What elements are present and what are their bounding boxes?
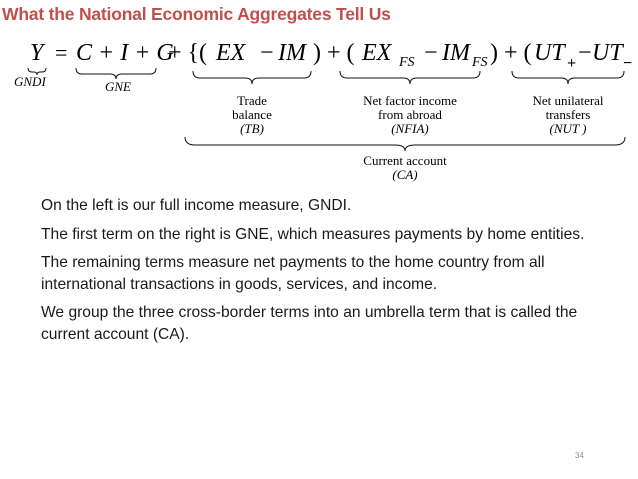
paragraph-4: We group the three cross-border terms into an umbrella term that is called the current account (CA). — [41, 304, 578, 343]
slide-number: 34 — [575, 451, 584, 460]
close-plus-open-2: ) + ( — [490, 40, 532, 66]
im-term: IM — [278, 40, 306, 66]
nut-line2: transfers — [545, 107, 591, 122]
im-fs-term: IM — [442, 40, 470, 66]
equals-sign: = — [55, 40, 68, 65]
ut-plus-subscript: + — [567, 55, 577, 72]
tb-line1: Trade — [237, 93, 267, 108]
paragraph-2: The first term on the right is GNE, which measures payments by home entities. — [41, 225, 585, 243]
nfia-line3: (NFIA) — [391, 121, 429, 136]
equation — [0, 30, 638, 190]
minus-sign-3: − — [578, 40, 592, 66]
underbrace-ca — [185, 137, 625, 151]
ut-minus-subscript: − — [623, 55, 633, 72]
im-fs-subscript: FS — [472, 55, 488, 70]
gne-expression: C + I + G — [76, 40, 174, 66]
paragraph-1: On the left is our full income measure, GNDI. — [41, 197, 352, 214]
open-brace-paren: + {( — [168, 40, 208, 66]
close-plus-open: ) + ( — [313, 40, 355, 66]
lhs-symbol: Y — [30, 40, 44, 66]
nfia-line1: Net factor income — [363, 93, 457, 108]
paragraph-3: The remaining terms measure net payments to the home country from all international transactions in goods, services, and income. — [41, 254, 545, 293]
nfia-line2: from abroad — [378, 107, 442, 122]
gndi-label: GNDI — [14, 74, 46, 89]
ex-fs-subscript: FS — [399, 55, 415, 70]
ut-minus-term: UT — [592, 40, 623, 66]
gne-label: GNE — [105, 79, 131, 94]
ca-line1: Current account — [363, 153, 447, 168]
slide-title: What the National Economic Aggregates Tell Us — [2, 4, 391, 24]
underbrace-nut — [512, 71, 624, 84]
underbrace-gne — [76, 68, 156, 79]
tb-line3: (TB) — [240, 121, 264, 136]
ex-fs-term: EX — [362, 40, 392, 66]
underbrace-tb — [193, 71, 311, 84]
minus-sign: − — [260, 40, 274, 66]
nut-line3: (NUT ) — [549, 121, 587, 136]
ut-plus-term: UT — [534, 40, 565, 66]
ex-term: EX — [216, 40, 246, 66]
ca-line2: (CA) — [392, 167, 418, 182]
underbrace-nfia — [340, 71, 480, 84]
minus-sign-2: − — [424, 40, 438, 66]
slide-body — [41, 195, 601, 352]
nut-line1: Net unilateral — [532, 93, 604, 108]
tb-line2: balance — [232, 107, 272, 122]
